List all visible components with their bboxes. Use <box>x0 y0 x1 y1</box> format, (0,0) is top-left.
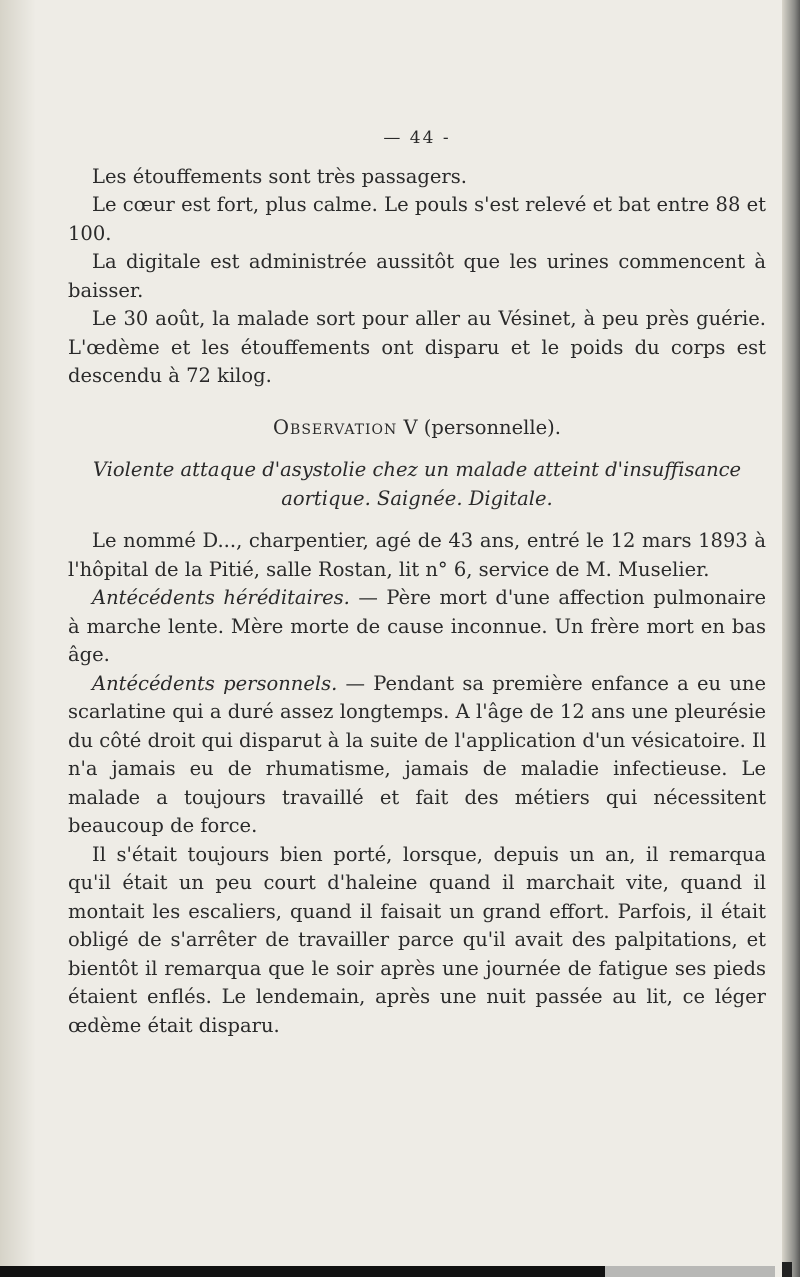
observation-heading <box>68 414 766 443</box>
intro-paragraph: Le nommé D..., charpentier, agé de 43 ans, entré le 12 mars 1893 à l'hôpital de la Pitié, salle Rostan, lit n° 6, service de M. Muselier. <box>68 529 766 581</box>
antecedents-personnels-label: Antécédents personnels. <box>92 671 338 695</box>
bottom-scan-bar <box>0 1266 605 1277</box>
paragraph-4: Le 30 août, la malade sort pour aller au Vésinet, à peu près guérie. L'œdème et les étouffements ont disparu et le poids du corps est descendu à 72 kilog. <box>68 307 766 387</box>
observation-label: Observation <box>273 415 398 439</box>
antecedents-hereditaires <box>68 584 766 670</box>
bottom-scan-mark <box>782 1262 792 1277</box>
paragraph-2: Le cœur est fort, plus calme. Le pouls s'est relevé et bat entre 88 et 100. <box>68 193 766 245</box>
page-number: — 44 - <box>383 128 451 148</box>
observation-rest: V (personnelle). <box>397 415 561 439</box>
bottom-scan-bar-grey <box>605 1266 775 1277</box>
antecedents-personnels-text: — Pendant sa première enfance a eu une scarlatine qui a duré assez longtemps. A l'âge de 12 ans une pleurésie du côté droit qui disparut à la suite de l'application d'un vésicatoire. Il n'a jamais eu de rhumatisme, jamais de maladie infectieuse. Le malade a toujours travaillé et fait des métiers qui nécessitent beaucoup de force. <box>68 671 766 837</box>
paragraph-3: La digitale est administrée aussitôt que les urines commencent à baisser. <box>68 250 766 302</box>
antecedents-hereditaires-label: Antécédents héréditaires. <box>92 586 350 609</box>
antecedents-hereditaires-text: — Père mort d'une affection pulmonaire à marche lente. Mère morte de cause inconnue. Un frère mort en bas âge. <box>68 586 766 666</box>
page-left-shadow <box>0 0 36 1277</box>
page-right-edge <box>782 0 800 1277</box>
paragraph-1: Les étouffements sont très passagers. <box>92 164 467 188</box>
history-paragraph: Il s'était toujours bien porté, lorsque, depuis un an, il remarqua qu'il était un peu court d'haleine quand il marchait vite, quand il montait les escaliers, quand il faisait un grand effort. Parfois, il était obligé de s'arrêter de travailler parce qu'il avait des palpitations, et bientôt il remarqua que le soir après une journée de fatigue ses pieds étaient enflés. Le lendemain, après une nuit passée au lit, ce léger œdème était disparu. <box>68 842 766 1037</box>
antecedents-personnels <box>68 670 766 841</box>
page-content <box>68 124 766 1040</box>
observation-subtitle: Violente attaque d'asystolie chez un malade atteint d'insuffisance aortique. Saignée. Digitale. <box>92 458 742 510</box>
